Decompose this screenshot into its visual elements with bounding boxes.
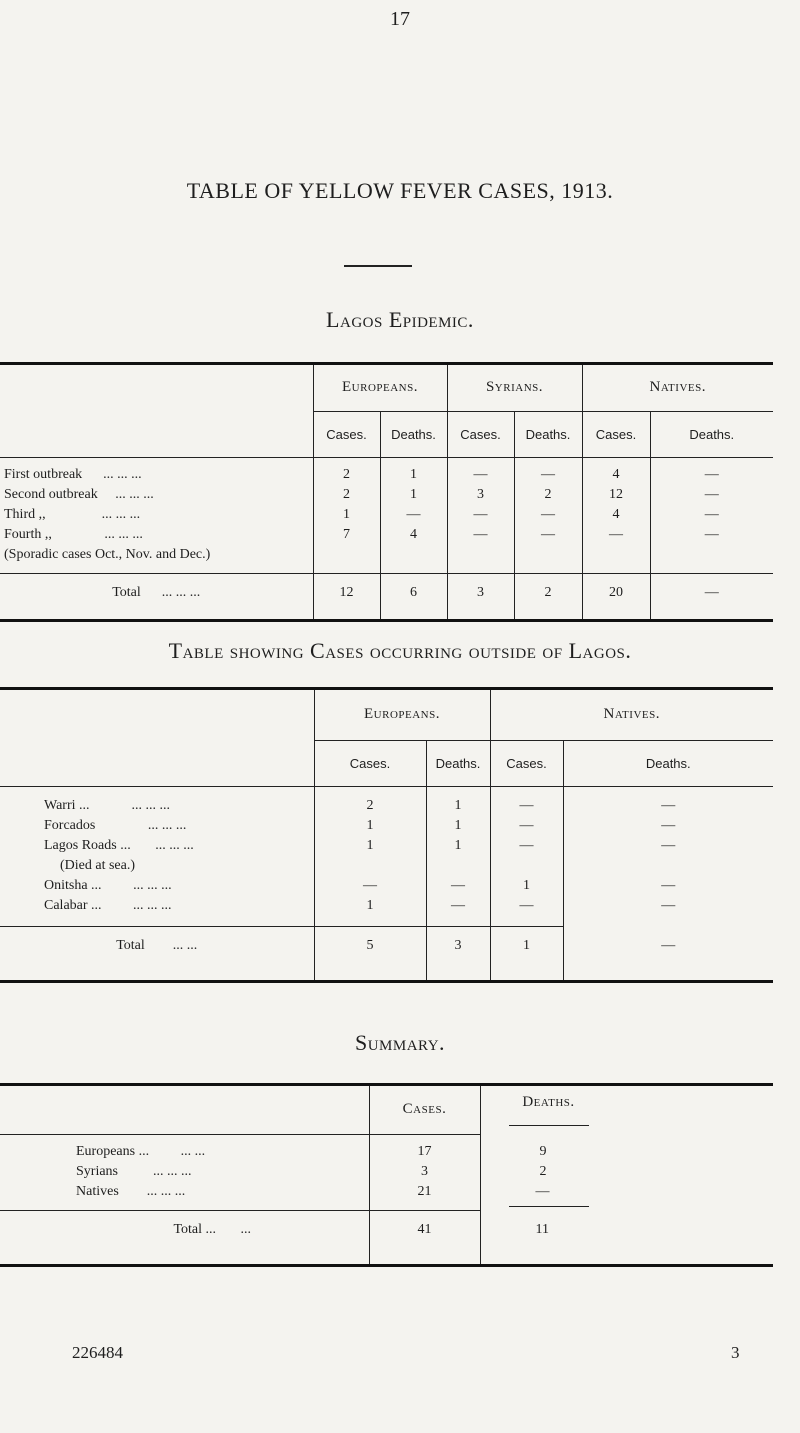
natives-group-header: Natives. — [582, 365, 773, 411]
total-label: Total — [112, 585, 141, 601]
summary-table — [0, 1083, 773, 1267]
table-cell — [313, 545, 380, 565]
row-label: Forcados — [44, 818, 96, 833]
row-label: Fourth ,, — [4, 527, 52, 542]
europeans-group-header: Europeans. — [313, 365, 447, 411]
table-cell: — — [490, 836, 563, 856]
row-label: Warri ... — [44, 798, 90, 813]
row-label: First outbreak — [4, 467, 83, 482]
total-cell: 2 — [514, 573, 582, 613]
table-cell: 9 — [480, 1142, 773, 1162]
table-cell: — — [563, 896, 773, 916]
table-cell: 3 — [447, 485, 514, 505]
table-cell: — — [563, 796, 773, 816]
total-row — [0, 573, 773, 613]
table-cell: — — [447, 465, 514, 485]
title-rule — [344, 265, 412, 267]
signature-mark: 3 — [731, 1343, 740, 1362]
leader-dots: ... ... ... — [155, 838, 194, 853]
total-cell: 1 — [490, 926, 563, 966]
table-cell: 1 — [314, 836, 426, 856]
row-label: Calabar ... — [44, 898, 102, 913]
table-cell: 1 — [313, 505, 380, 525]
table-cell: — — [514, 465, 582, 485]
total-cell: 11 — [480, 1210, 773, 1250]
table-cell: — — [480, 1182, 773, 1202]
lagos-epidemic-title: Lagos Epidemic. — [326, 307, 474, 332]
table-cell: — — [582, 525, 650, 545]
outside-lagos-table — [0, 687, 773, 983]
table-cell: — — [650, 465, 773, 485]
leader-dots: ... ... ... — [147, 818, 187, 833]
col-header-cases: Cases. — [313, 411, 380, 457]
table-cell: 2 — [514, 485, 582, 505]
total-cell: 6 — [380, 573, 447, 613]
table-cell: — — [563, 836, 773, 856]
table-row — [0, 1182, 773, 1202]
print-code: 226484 — [72, 1343, 123, 1362]
col-header-cases: Cases. — [314, 740, 426, 786]
row-label: Onitsha ... — [44, 878, 102, 893]
col-header-cases: Cases. — [369, 1086, 480, 1134]
leader-dots: ... ... ... — [101, 507, 141, 522]
leader-dots: ... ... — [180, 1144, 206, 1159]
total-row — [0, 926, 773, 966]
table-cell: — — [447, 525, 514, 545]
table-cell: 4 — [582, 505, 650, 525]
row-label: Lagos Roads ... — [44, 838, 131, 853]
total-cell: 3 — [426, 926, 490, 966]
col-header-deaths: Deaths. — [650, 411, 773, 457]
table-row — [0, 796, 773, 816]
table-cell: — — [426, 876, 490, 896]
table-cell: — — [490, 816, 563, 836]
table-row — [0, 836, 773, 856]
table-row — [0, 485, 773, 505]
table-cell: 2 — [313, 465, 380, 485]
outside-lagos-title: Table showing Cases occurring outside of Lagos. — [168, 638, 632, 663]
table-cell: 1 — [426, 796, 490, 816]
table-row — [0, 876, 773, 896]
table-cell: 1 — [426, 816, 490, 836]
table-cell: 4 — [380, 525, 447, 545]
total-cell: — — [563, 926, 773, 966]
row-label: Third ,, — [4, 507, 46, 522]
row-label: Second outbreak — [4, 487, 98, 502]
natives-group-header: Natives. — [490, 690, 773, 740]
lagos-epidemic-table — [0, 362, 773, 622]
table-cell: 21 — [369, 1182, 480, 1202]
table-cell: 1 — [490, 876, 563, 896]
table-cell: — — [514, 525, 582, 545]
syrians-group-header: Syrians. — [447, 365, 582, 411]
total-cell: 41 — [369, 1210, 480, 1250]
table-cell: — — [490, 896, 563, 916]
table-row — [0, 856, 773, 876]
col-header-deaths: Deaths. — [480, 1086, 773, 1134]
table-cell: — — [563, 876, 773, 896]
table-cell: — — [447, 505, 514, 525]
col-header-cases: Cases. — [582, 411, 650, 457]
table-cell: 1 — [426, 836, 490, 856]
table-cell — [514, 545, 582, 565]
table-row — [0, 1162, 773, 1182]
leader-dots: ... ... ... — [153, 1164, 192, 1179]
table-cell: — — [563, 816, 773, 836]
table-cell — [314, 856, 426, 876]
leader-dots: ... ... ... — [161, 585, 201, 601]
col-header-deaths: Deaths. — [563, 740, 773, 786]
leader-dots: ... ... ... — [131, 798, 171, 813]
table-cell — [380, 545, 447, 565]
table-cell: — — [650, 485, 773, 505]
total-row — [0, 1210, 773, 1250]
table-cell: 1 — [314, 816, 426, 836]
summary-title: Summary. — [354, 1030, 446, 1055]
leader-dots: ... ... — [172, 938, 198, 954]
col-header-deaths: Deaths. — [514, 411, 582, 457]
leader-dots: ... ... ... — [133, 878, 172, 893]
leader-dots: ... — [240, 1222, 252, 1238]
total-cell: 5 — [314, 926, 426, 966]
row-label: (Died at sea.) — [60, 858, 136, 873]
table-cell: 1 — [314, 896, 426, 916]
table-cell: — — [380, 505, 447, 525]
col-header-cases: Cases. — [447, 411, 514, 457]
table-cell: — — [650, 505, 773, 525]
table-cell — [447, 545, 514, 565]
row-label: (Sporadic cases Oct., Nov. and Dec.) — [4, 547, 211, 562]
total-cell: 20 — [582, 573, 650, 613]
table-cell: 4 — [582, 465, 650, 485]
table-cell: 12 — [582, 485, 650, 505]
table-cell: — — [314, 876, 426, 896]
col-header-deaths: Deaths. — [380, 411, 447, 457]
leader-dots: ... ... ... — [146, 1184, 186, 1199]
total-label: Total ... — [173, 1222, 217, 1238]
table-cell: — — [426, 896, 490, 916]
table-cell: 2 — [480, 1162, 773, 1182]
table-cell — [426, 856, 490, 876]
leader-dots: ... ... ... — [103, 467, 142, 482]
table-cell — [490, 856, 563, 876]
leader-dots: ... ... ... — [104, 527, 143, 542]
row-label: Syrians — [76, 1164, 118, 1179]
col-header-cases: Cases. — [490, 740, 563, 786]
table-row — [0, 505, 773, 525]
leader-dots: ... ... ... — [133, 898, 172, 913]
table-cell — [582, 545, 650, 565]
table-row — [0, 525, 773, 545]
table-cell: — — [650, 525, 773, 545]
page-title: TABLE OF YELLOW FEVER CASES, 1913. — [186, 178, 614, 203]
row-label: Natives — [76, 1184, 119, 1199]
col-header-deaths: Deaths. — [426, 740, 490, 786]
table-row — [0, 465, 773, 485]
table-row — [0, 896, 773, 916]
total-label: Total — [116, 938, 145, 954]
table-row — [0, 1142, 773, 1162]
table-cell: 1 — [380, 485, 447, 505]
europeans-group-header: Europeans. — [314, 690, 490, 740]
table-cell: — — [514, 505, 582, 525]
table-row — [0, 816, 773, 836]
table-cell: 17 — [369, 1142, 480, 1162]
table-cell: 2 — [313, 485, 380, 505]
total-cell: — — [650, 573, 773, 613]
page-number: 17 — [390, 8, 410, 30]
table-cell: 2 — [314, 796, 426, 816]
table-cell: 3 — [369, 1162, 480, 1182]
table-cell — [563, 856, 773, 876]
table-cell: — — [490, 796, 563, 816]
total-cell: 3 — [447, 573, 514, 613]
table-row — [0, 545, 773, 565]
table-cell: 7 — [313, 525, 380, 545]
table-cell — [650, 545, 773, 565]
total-cell: 12 — [313, 573, 380, 613]
row-label: Europeans ... — [76, 1144, 150, 1159]
table-cell: 1 — [380, 465, 447, 485]
leader-dots: ... ... ... — [115, 487, 154, 502]
